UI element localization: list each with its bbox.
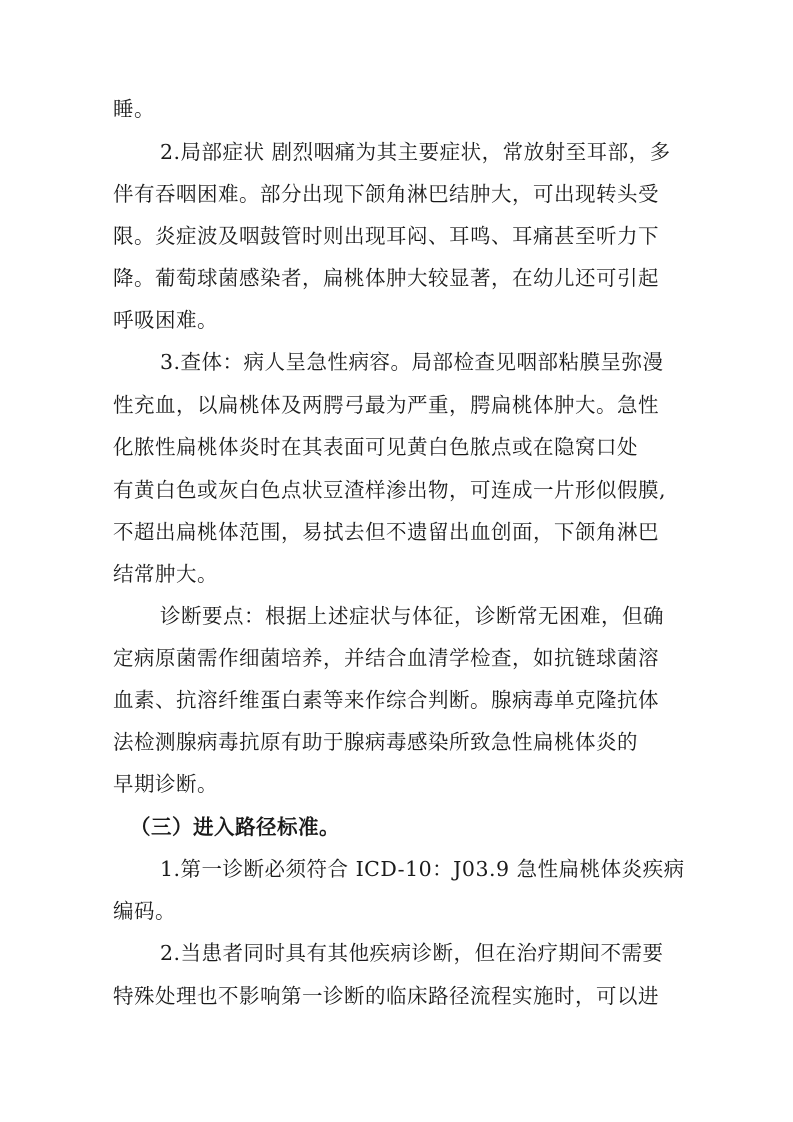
text-line-7: 3.查体：病人呈急性病容。局部检查见咽部粘膜呈弥漫 [160,350,664,374]
text-line-14: 定病原菌需作细菌培养，并结合血清学检查，如抗链球菌溶 [113,646,659,670]
text-line-13: 诊断要点：根据上述症状与体征，诊断常无困难，但确 [160,604,664,628]
text-line-15: 血素、抗溶纤维蛋白素等来作综合判断。腺病毒单克隆抗体 [113,688,659,712]
text-line-4: 限。炎症波及咽鼓管时则出现耳闷、耳鸣、耳痛甚至听力下 [113,224,659,248]
text-line-10: 有黄白色或灰白色点状豆渣样渗出物，可连成一片形似假膜, [113,478,667,502]
text-line-12: 结常肿大。 [113,562,218,586]
text-line-19: 1.第一诊断必须符合 ICD-10：J03.9 急性扁桃体炎疾病 [160,857,685,881]
text-line-16: 法检测腺病毒抗原有助于腺病毒感染所致急性扁桃体炎的 [113,730,638,754]
section-heading: （三）进入路径标准。 [130,815,340,839]
text-line-6: 呼吸困难。 [113,308,218,332]
text-line-5: 降。葡萄球菌感染者，扁桃体肿大较显著，在幼儿还可引起 [113,266,659,290]
text-line-8: 性充血，以扁桃体及两腭弓最为严重，腭扁桃体肿大。急性 [113,393,659,417]
text-line-9: 化脓性扁桃体炎时在其表面可见黄白色脓点或在隐窝口处 [113,435,638,459]
text-line-1: 睡。 [113,97,155,121]
text-line-21: 2.当患者同时具有其他疾病诊断，但在治疗期间不需要 [160,941,664,965]
text-line-3: 伴有吞咽困难。部分出现下颌角淋巴结肿大，可出现转头受 [113,182,659,206]
text-line-22: 特殊处理也不影响第一诊断的临床路径流程实施时，可以进 [113,984,659,1008]
text-line-2: 2.局部症状 剧烈咽痛为其主要症状，常放射至耳部，多 [160,140,671,164]
text-line-17: 早期诊断。 [113,772,218,796]
text-line-20: 编码。 [113,899,176,923]
text-line-11: 不超出扁桃体范围，易拭去但不遗留出血创面，下颌角淋巴 [113,520,659,544]
